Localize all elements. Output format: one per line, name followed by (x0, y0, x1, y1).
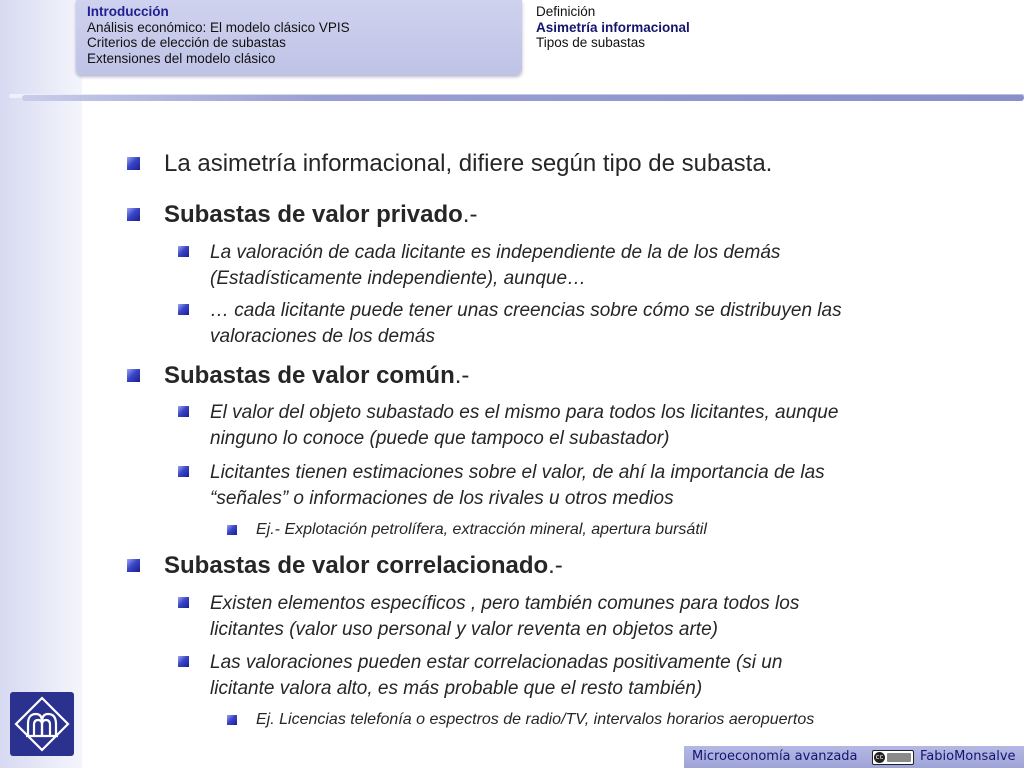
subbullet-line: ninguno lo conoce (puede que tampoco el subastador) (210, 428, 670, 449)
subbullet-line: licitantes (valor uso personal y valor reventa en objetos arte) (210, 619, 718, 640)
example-text: Ej.- Explotación petrolífera, extracción mineral, apertura bursátil (256, 521, 707, 538)
square-bullet-icon (227, 715, 237, 725)
square-bullet-icon (127, 559, 140, 572)
square-bullet-icon (178, 406, 189, 417)
nav-item-introduccion[interactable]: Introducción (87, 4, 169, 19)
bullet-suffix: .- (548, 552, 563, 579)
square-bullet-icon (227, 525, 237, 535)
square-bullet-icon (178, 597, 189, 608)
bullet-heading: Subastas de valor correlacionado (164, 552, 549, 579)
subbullet-line: Licitantes tienen estimaciones sobre el valor, de ahí la importancia de las (210, 462, 825, 483)
square-bullet-icon (127, 157, 140, 170)
subbullet-line: licitante valora alto, es más probable que el resto también) (210, 678, 703, 699)
square-bullet-icon (178, 246, 189, 257)
university-arches-logo-icon (10, 692, 74, 756)
square-bullet-icon (178, 466, 189, 477)
footer-bar (684, 746, 1024, 768)
bullet-suffix: .- (462, 201, 478, 228)
example-text: Ej. Licencias telefonía o espectros de radio/TV, intervalos horarios aeropuertos (256, 711, 815, 728)
creative-commons-badge-icon[interactable] (872, 750, 914, 765)
subbullet-line: Existen elementos específicos , pero también comunes para todos los (210, 593, 800, 614)
footer-course-title: Microeconomía avanzada (692, 749, 858, 764)
nav-item-definicion[interactable]: Definición (536, 4, 596, 19)
bullet-heading: Subastas de valor común (164, 362, 455, 389)
subbullet-line: “señales” o informaciones de los rivales u otros medios (210, 488, 674, 509)
footer-author: FabioMonsalve (920, 749, 1016, 764)
square-bullet-icon (127, 369, 140, 382)
subbullet-line: (Estadísticamente independiente), aunque… (210, 268, 587, 289)
square-bullet-icon (178, 656, 189, 667)
nav-item-extensiones[interactable]: Extensiones del modelo clásico (87, 50, 276, 66)
bullet-heading: Subastas de valor privado (164, 201, 463, 228)
nav-item-analisis[interactable]: Análisis económico: El modelo clásico VPIS (87, 19, 350, 35)
square-bullet-icon (178, 304, 189, 315)
subbullet-line: La valoración de cada licitante es independiente de la de los demás (210, 242, 781, 263)
bullet-suffix: .- (454, 362, 470, 389)
cc-label: cc (875, 753, 884, 761)
square-bullet-icon (127, 208, 140, 221)
subbullet-line: El valor del objeto subastado es el mismo para todos los licitantes, aunque (210, 402, 839, 423)
subbullet-line: … cada licitante puede tener unas creencias sobre cómo se distribuyen las (210, 300, 842, 321)
subbullet-line: Las valoraciones pueden estar correlacionadas positivamente (si un (210, 652, 783, 673)
bullet-text: La asimetría informacional, difiere según tipo de subasta. (164, 150, 773, 177)
license-symbols (887, 753, 911, 762)
nav-item-asimetria-current[interactable]: Asimetría informacional (536, 19, 690, 35)
nav-item-tipos[interactable]: Tipos de subastas (536, 35, 646, 50)
nav-item-criterios[interactable]: Criterios de elección de subastas (87, 35, 286, 50)
subbullet-line: valoraciones de los demás (210, 326, 435, 347)
